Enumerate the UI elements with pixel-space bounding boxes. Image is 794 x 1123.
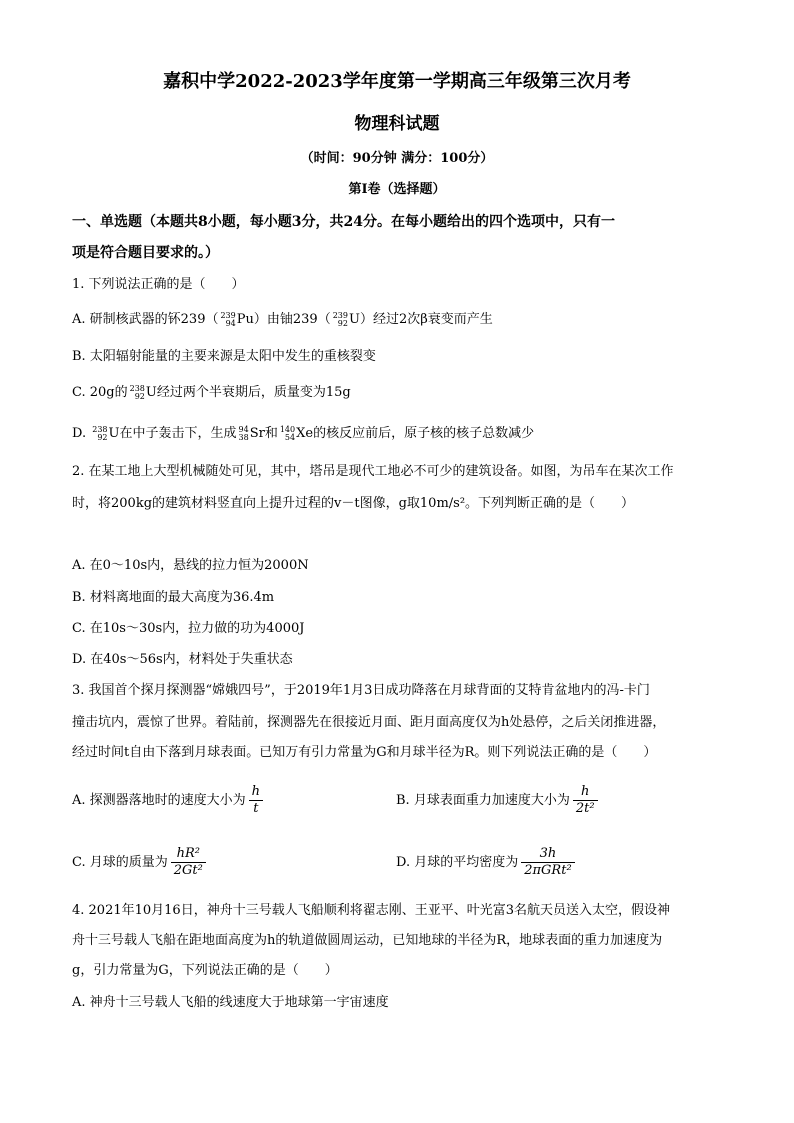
q3-stem-line2: 撞击坑内，震惊了世界。着陆前，探测器先在很接近月面、距月面高度仅为h处悬停，之后关闭推进器，: [72, 715, 666, 730]
q1-option-b: B. 太阳辐射能量的主要来源是太阳中发生的重核裂变: [72, 349, 376, 364]
q2-option-c: C. 在10s～30s内，拉力做的功为4000J: [72, 621, 305, 636]
nuclide-u238-index-d: 238 92: [92, 424, 108, 442]
q2-option-d: D. 在40s～56s内，材料处于失重状态: [72, 652, 293, 667]
q4-stem-line2: 舟十三号载人飞船在距地面高度为h的轨道做圆周运动，已知地球的半径为R，地球表面的重力加速度为: [72, 933, 663, 948]
q2-option-b: B. 材料离地面的最大高度为36.4m: [72, 590, 275, 605]
nuclide-u-symbol: U: [348, 312, 360, 327]
q1-option-a: A. 研制核武器的钚239（ 239 94 Pu）由铀239（ 239 92 U）经过2次β衰变而产生: [72, 310, 493, 328]
exam-title: 嘉积中学2022-2023学年度第一学期高三年级第三次月考: [163, 71, 631, 92]
q2-option-a: A. 在0～10s内，悬线的拉力恒为2000N: [72, 558, 309, 573]
section-heading-line1: 一、单选题（本题共8小题，每小题3分，共24分。在每小题给出的四个选项中，只有一: [72, 214, 615, 230]
q2-stem-line2: 时，将200kg的建筑材料竖直向上提升过程的v－t图像，g取10m/s²。下列判断正确的是（ ）: [72, 496, 635, 511]
q1-a-pre: A. 研制核武器的钚239（: [72, 312, 219, 327]
q3-stem-line3: 经过时间t自由下落到月球表面。已知万有引力常量为G和月球半径为R。则下列说法正确的是（ ）: [72, 745, 657, 760]
fraction-h-over-2t2: $\frac{h}{\text{2t²}}$: [573, 784, 598, 817]
q3-option-b: B. 月球表面重力加速度大小为 $\frac{h}{\text{2t²}}$: [396, 784, 601, 817]
q1-option-d: D. 238 92 U在中子轰击下，生成 94 38 Sr和 140 54 Xe的核反应前后，原子核的核子总数减少: [72, 424, 535, 442]
nuclide-u-index: 239 92: [332, 310, 348, 328]
nuclide-pu-index: 239 94: [220, 310, 236, 328]
nuclide-sr-index: 94 38: [238, 424, 249, 442]
q1-option-c: C. 20g的 238 92 U经过两个半衰期后，质量变为15g: [72, 383, 351, 401]
nuclide-xe-index: 140 54: [279, 424, 296, 442]
q1-stem: 1. 下列说法正确的是（ ）: [72, 277, 245, 292]
q3-stem-line1: 3. 我国首个探月探测器“嫦娥四号”，于2019年1月3日成功降落在月球背面的艾特肯盆地内的冯-卡门: [72, 683, 650, 698]
q2-stem-line1: 2. 在某工地上大型机械随处可见，其中，塔吊是现代工地必不可少的建筑设备。如图，为吊车在某次工作: [72, 464, 674, 479]
exam-subtitle: 物理科试题: [354, 114, 440, 134]
q4-stem-line1: 4. 2021年10月16日，神舟十三号载人飞船顺利将翟志刚、王亚平、叶光富3名航天员送入太空，假设神: [72, 903, 670, 918]
q4-stem-line3: g，引力常量为G，下列说法正确的是（ ）: [72, 963, 338, 978]
nuclide-pu-symbol: Pu: [236, 312, 254, 327]
q3-option-d: D. 月球的平均密度为 $\frac{3h}{\text{2πGRt²}}$: [396, 846, 578, 879]
section-heading-line2: 项是符合题目要求的。）: [72, 245, 219, 261]
fraction-hr2-over-2gt2: $\frac{\text{hR²}}{\text{2Gt²}}$: [171, 846, 206, 879]
nuclide-u238-index: 238 92: [129, 383, 145, 401]
exam-meta: （时间：90分钟 满分：100分）: [300, 151, 494, 166]
q3-option-a: A. 探测器落地时的速度大小为 $\frac{h}{t}$: [72, 784, 266, 817]
fraction-h-over-t: $\frac{h}{t}$: [249, 784, 263, 817]
q4-option-a: A. 神舟十三号载人飞船的线速度大于地球第一宇宙速度: [72, 995, 389, 1010]
fraction-3h-over-2pigrt2: $\frac{3h}{\text{2πGRt²}}$: [521, 846, 574, 879]
q3-option-c: C. 月球的质量为 $\frac{\text{hR²}}{\text{2Gt²}}$: [72, 846, 209, 879]
part-heading: 第Ⅰ卷（选择题）: [348, 182, 446, 197]
